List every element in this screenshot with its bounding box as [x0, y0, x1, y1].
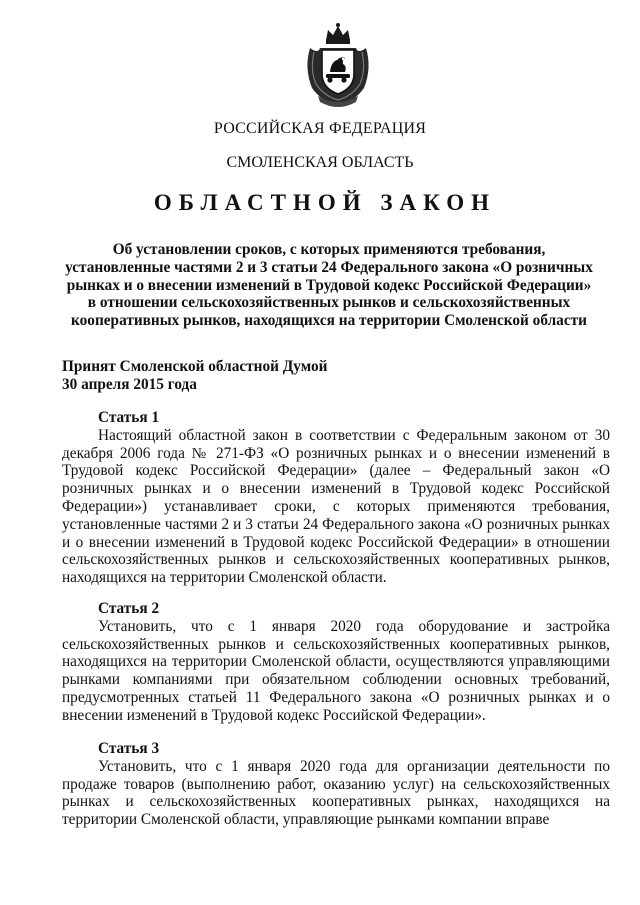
article-2 — [62, 600, 610, 725]
article-title: Статья 3 — [98, 740, 160, 757]
article-title: Статья 1 — [98, 409, 160, 426]
adoption-info — [62, 358, 327, 394]
article-text: Установить, что с 1 января 2020 года оборудование и застройка сельскохозяйственных рынков и сельскохозяйственных кооперативных рынков, находящихся на территории Смоленской области, осуществляются управляющими рынками компаниями при обязательном соблюдении основных требований, предусмотренных статьей 11 Федерального закона «О розничных рынках и о внесении изменений в Трудовой кодекс Российской Федерации». — [62, 617, 610, 724]
article-title: Статья 2 — [98, 600, 160, 617]
law-type-title: ОБЛАСТНОЙ ЗАКОН — [153, 190, 497, 215]
article-1 — [62, 409, 610, 587]
country-heading: РОССИЙСКАЯ ФЕДЕРАЦИЯ — [213, 120, 427, 137]
article-text: Установить, что с 1 января 2020 года для организации деятельности по продаже товаров (выполнению работ, оказанию услуг) на сельскохозяйственных рынках и сельскохозяйственных кооперативных рынках, находящихся на территории Смоленской области, управляющие рынками компании вправе — [62, 757, 610, 829]
article-3 — [62, 740, 610, 829]
law-subject: Об установлении сроков, с которых применяются требования, установленные частями 2 и 3 статьи 24 Федерального закона «О розничных рынках и о внесении изменений в Трудовой кодекс Российской Федерации» в отношении сельскохозяйственных рынков и сельскохозяйственных кооперативных рынков, находящихся на территории Смоленской области — [65, 241, 593, 330]
article-text: Настоящий областной закон в соответствии с Федеральным законом от 30 декабря 2006 года № 271-ФЗ «О розничных рынках и о внесении изменений в Трудовой кодекс Российской Федерации» (далее – Федеральный закон «О розничных рынках и о внесении изменений в Трудовой кодекс Российской Федерации») устанавливает сроки, с которых применяются требования, установленные частями 2 и 3 статьи 24 Федерального закона «О розничных рынках и о внесении изменений в Трудовой кодекс Российской Федерации» в отношении сельскохозяйственных рынков и сельскохозяйственных кооперативных рынков, находящихся на территории Смоленской области. — [62, 426, 610, 587]
adopted-date: 30 апреля 2015 года — [62, 375, 197, 393]
region-heading: СМОЛЕНСКАЯ ОБЛАСТЬ — [226, 154, 414, 171]
coat-of-arms-icon — [300, 22, 376, 108]
adopted-by: Принят Смоленской областной Думой — [62, 358, 328, 375]
